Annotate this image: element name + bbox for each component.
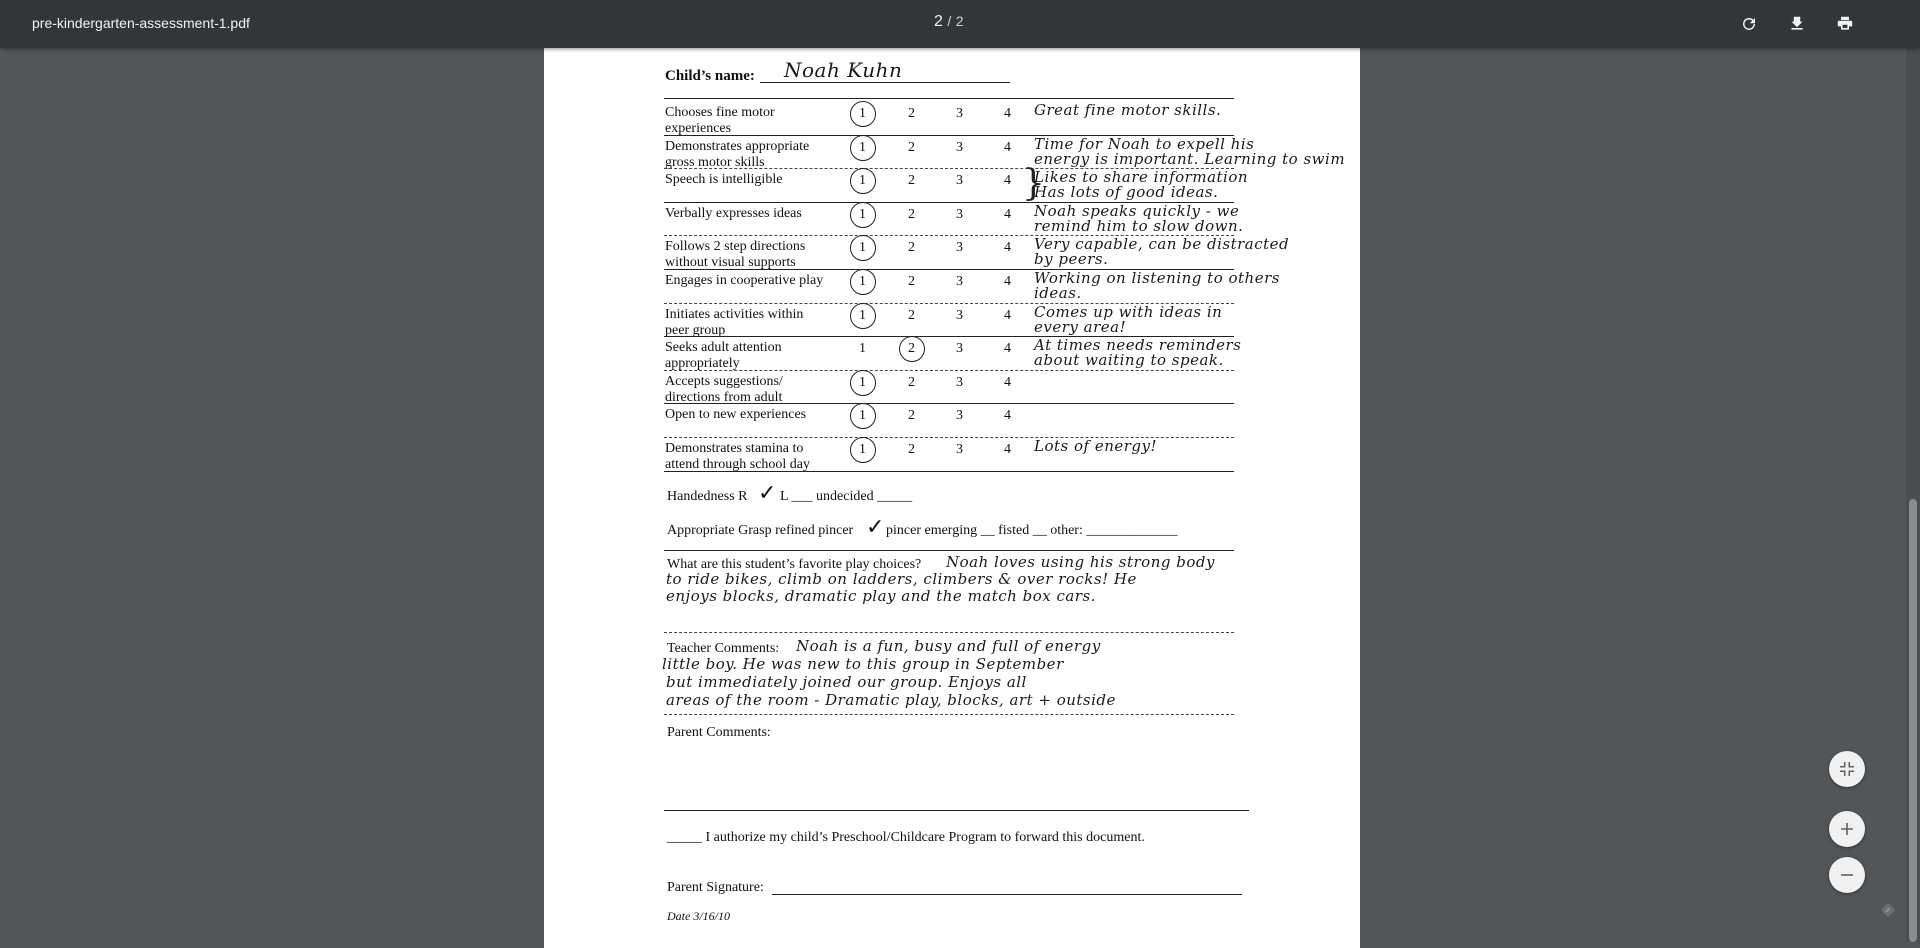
item-label: Accepts suggestions/ [665,373,783,389]
rating-option: 3 [956,307,963,323]
authorization-statement: _____ I authorize my child’s Preschool/Childcare Program to forward this document. [667,830,1145,845]
item-comment: Very capable, can be distracted [1034,235,1290,254]
rating-option: 3 [956,374,963,390]
brace-mark: } [1022,163,1045,204]
selected-rating-circle [850,303,876,329]
header-rule [664,98,1234,99]
selected-rating-circle [850,135,876,161]
item-label: Demonstrates stamina to [665,441,804,456]
grasp-options: pincer emerging __ fisted __ other: _____________ [886,523,1178,538]
rating-option: 3 [956,206,963,222]
item-comment: Comes up with ideas in [1034,302,1223,321]
rating-option: 1 [859,442,866,457]
rating-option: 2 [908,442,915,457]
pdf-page [544,48,1360,948]
item-label: Engages in cooperative play [665,273,824,288]
item-comment-line2: energy is important. Learning to swim [1034,149,1346,168]
item-label-line2: peer group [665,322,726,338]
rating-option: 4 [1004,307,1011,323]
item-comment-line2: Has lots of good ideas. [1034,183,1219,202]
rating-option: 1 [859,408,866,424]
total-pages: 2 [955,13,964,29]
zoom-out-icon [1839,867,1855,883]
zoom-in-icon [1839,821,1855,837]
fit-to-page-icon [1839,761,1855,777]
rating-option: 1 [859,206,866,222]
item-label-line2: attend through school day [665,457,811,472]
selected-rating-circle [899,336,925,362]
rating-option: 2 [908,240,915,256]
row-divider [664,403,1234,404]
item-comment: Lots of energy! [1034,437,1158,455]
child-name-value: Noah Kuhn [784,58,903,82]
rating-option: 2 [908,307,915,323]
row-divider [664,370,1234,371]
page-indicator [934,13,964,31]
teacher-line-1: Noah is a fun, busy and full of energy [796,637,1101,655]
rating-option: 3 [956,274,963,289]
item-label: Initiates activities within [665,306,804,322]
zoom-in-button[interactable] [1829,811,1865,847]
teacher-line-2: little boy. He was new to this group in September [662,655,1064,673]
rating-option: 1 [859,341,866,357]
download-icon[interactable] [1785,12,1809,36]
item-comment: Great fine motor skills. [1034,101,1222,119]
rating-option: 4 [1004,274,1011,289]
rating-option: 3 [956,442,963,457]
play-line-1: Noah loves using his strong body [946,553,1215,571]
rating-option: 2 [908,139,915,155]
selected-rating-circle [850,437,876,463]
rating-option: 1 [859,139,866,155]
rating-option: 1 [859,274,866,289]
item-comment-line2: every area! [1034,317,1127,336]
item-comment: At times needs reminders [1034,336,1242,355]
rating-option: 4 [1004,442,1011,457]
rating-option: 4 [1004,341,1011,357]
signature-line [772,894,1242,895]
rating-option: 1 [859,173,866,189]
selected-rating-circle [850,202,876,228]
play-line-2: to ride bikes, climb on ladders, climbers & over rocks! He [666,570,1137,588]
item-label-line2: without visual supports [665,255,796,271]
rating-option: 2 [908,274,915,289]
current-page-input[interactable]: 2 [934,13,943,30]
rating-option: 3 [956,408,963,424]
item-comment-line2: ideas. [1034,284,1082,302]
rating-option: 4 [1004,374,1011,390]
item-label-line2: gross motor skills [665,154,765,170]
rating-option: 3 [956,139,963,155]
parent-signature-label: Parent Signature: [667,880,764,895]
item-label-line2: directions from adult [665,389,783,405]
annotate-button[interactable] [1878,900,1898,920]
selected-rating-circle [850,101,876,127]
item-comment: Working on listening to others [1034,269,1280,287]
play-bottom-rule [664,632,1234,633]
scrollbar-thumb[interactable] [1909,499,1917,942]
item-label: Open to new experiences [665,407,807,423]
item-label: Chooses fine motor [665,105,775,120]
play-line-3: enjoys blocks, dramatic play and the match box cars. [666,587,1096,605]
rating-option: 3 [956,173,963,189]
item-label: Follows 2 step directions [665,239,806,255]
handedness-options: L ___ undecided _____ [780,489,913,504]
rating-option: 3 [956,106,963,121]
item-comment-line2: by peers. [1034,250,1109,269]
teacher-line-4: areas of the room - Dramatic play, blocks, art + outside [666,691,1116,709]
play-choices-label: What are this student’s favorite play choices? [667,557,922,572]
rating-option: 1 [859,240,866,256]
selected-rating-circle [850,269,876,295]
rating-option: 2 [908,173,915,189]
item-label: Seeks adult attention [665,340,782,356]
rating-option: 4 [1004,173,1011,189]
selected-rating-circle [850,370,876,396]
rating-option: 2 [908,408,915,424]
annotate-icon [1878,900,1898,920]
print-icon[interactable] [1833,12,1857,36]
handedness-check: ✓ [758,480,777,505]
rating-option: 3 [956,341,963,357]
parent-comments-rule [664,810,1249,811]
teacher-comments-label: Teacher Comments: [667,641,780,656]
item-label: Verbally expresses ideas [665,205,802,221]
name-underline [760,82,1010,83]
rating-option: 1 [859,374,866,390]
teacher-bottom-rule [664,714,1234,715]
rating-option: 2 [908,374,915,390]
parent-comments-label: Parent Comments: [667,725,771,740]
form-date: Date 3/16/10 [667,909,730,923]
item-comment-line2: remind him to slow down. [1034,216,1244,235]
rating-option: 3 [956,240,963,256]
selected-rating-circle [850,235,876,261]
item-label-line2: appropriately [665,356,740,372]
grasp-check: ✓ [866,514,885,539]
pdf-toolbar [0,0,1920,48]
selected-rating-circle [850,403,876,429]
rating-option: 2 [908,341,915,357]
vertical-scrollbar[interactable] [1906,48,1920,942]
document-title: pre-kindergarten-assessment-1.pdf [32,15,250,31]
rating-option: 4 [1004,106,1011,121]
teacher-line-3: but immediately joined our group. Enjoys all [666,673,1027,691]
item-comment: Noah speaks quickly - we [1034,201,1240,220]
rating-option: 4 [1004,408,1011,424]
selected-rating-circle [850,168,876,194]
rating-option: 2 [908,206,915,222]
play-top-rule [664,550,1234,551]
rating-option: 4 [1004,139,1011,155]
item-label: Speech is intelligible [665,172,783,188]
rating-option: 1 [859,106,866,121]
fit-to-page-button[interactable] [1829,751,1865,787]
rating-option: 2 [908,106,915,121]
item-comment: Time for Noah to expell his [1034,134,1255,153]
grasp-label: Appropriate Grasp refined pincer [667,523,854,538]
item-comment-line2: about waiting to speak. [1034,351,1224,370]
item-label: Demonstrates appropriate [665,138,810,154]
rating-option: 1 [859,307,866,323]
row-divider [664,471,1234,472]
rating-option: 4 [1004,206,1011,222]
item-comment: Likes to share information [1034,168,1249,187]
zoom-out-button[interactable] [1829,857,1865,893]
page-separator: / [947,13,952,29]
handedness-label: Handedness R [667,489,748,504]
rotate-icon[interactable] [1737,12,1761,36]
item-label-line2: experiences [665,121,732,136]
rating-option: 4 [1004,240,1011,256]
child-name-label: Child’s name: [665,68,755,84]
